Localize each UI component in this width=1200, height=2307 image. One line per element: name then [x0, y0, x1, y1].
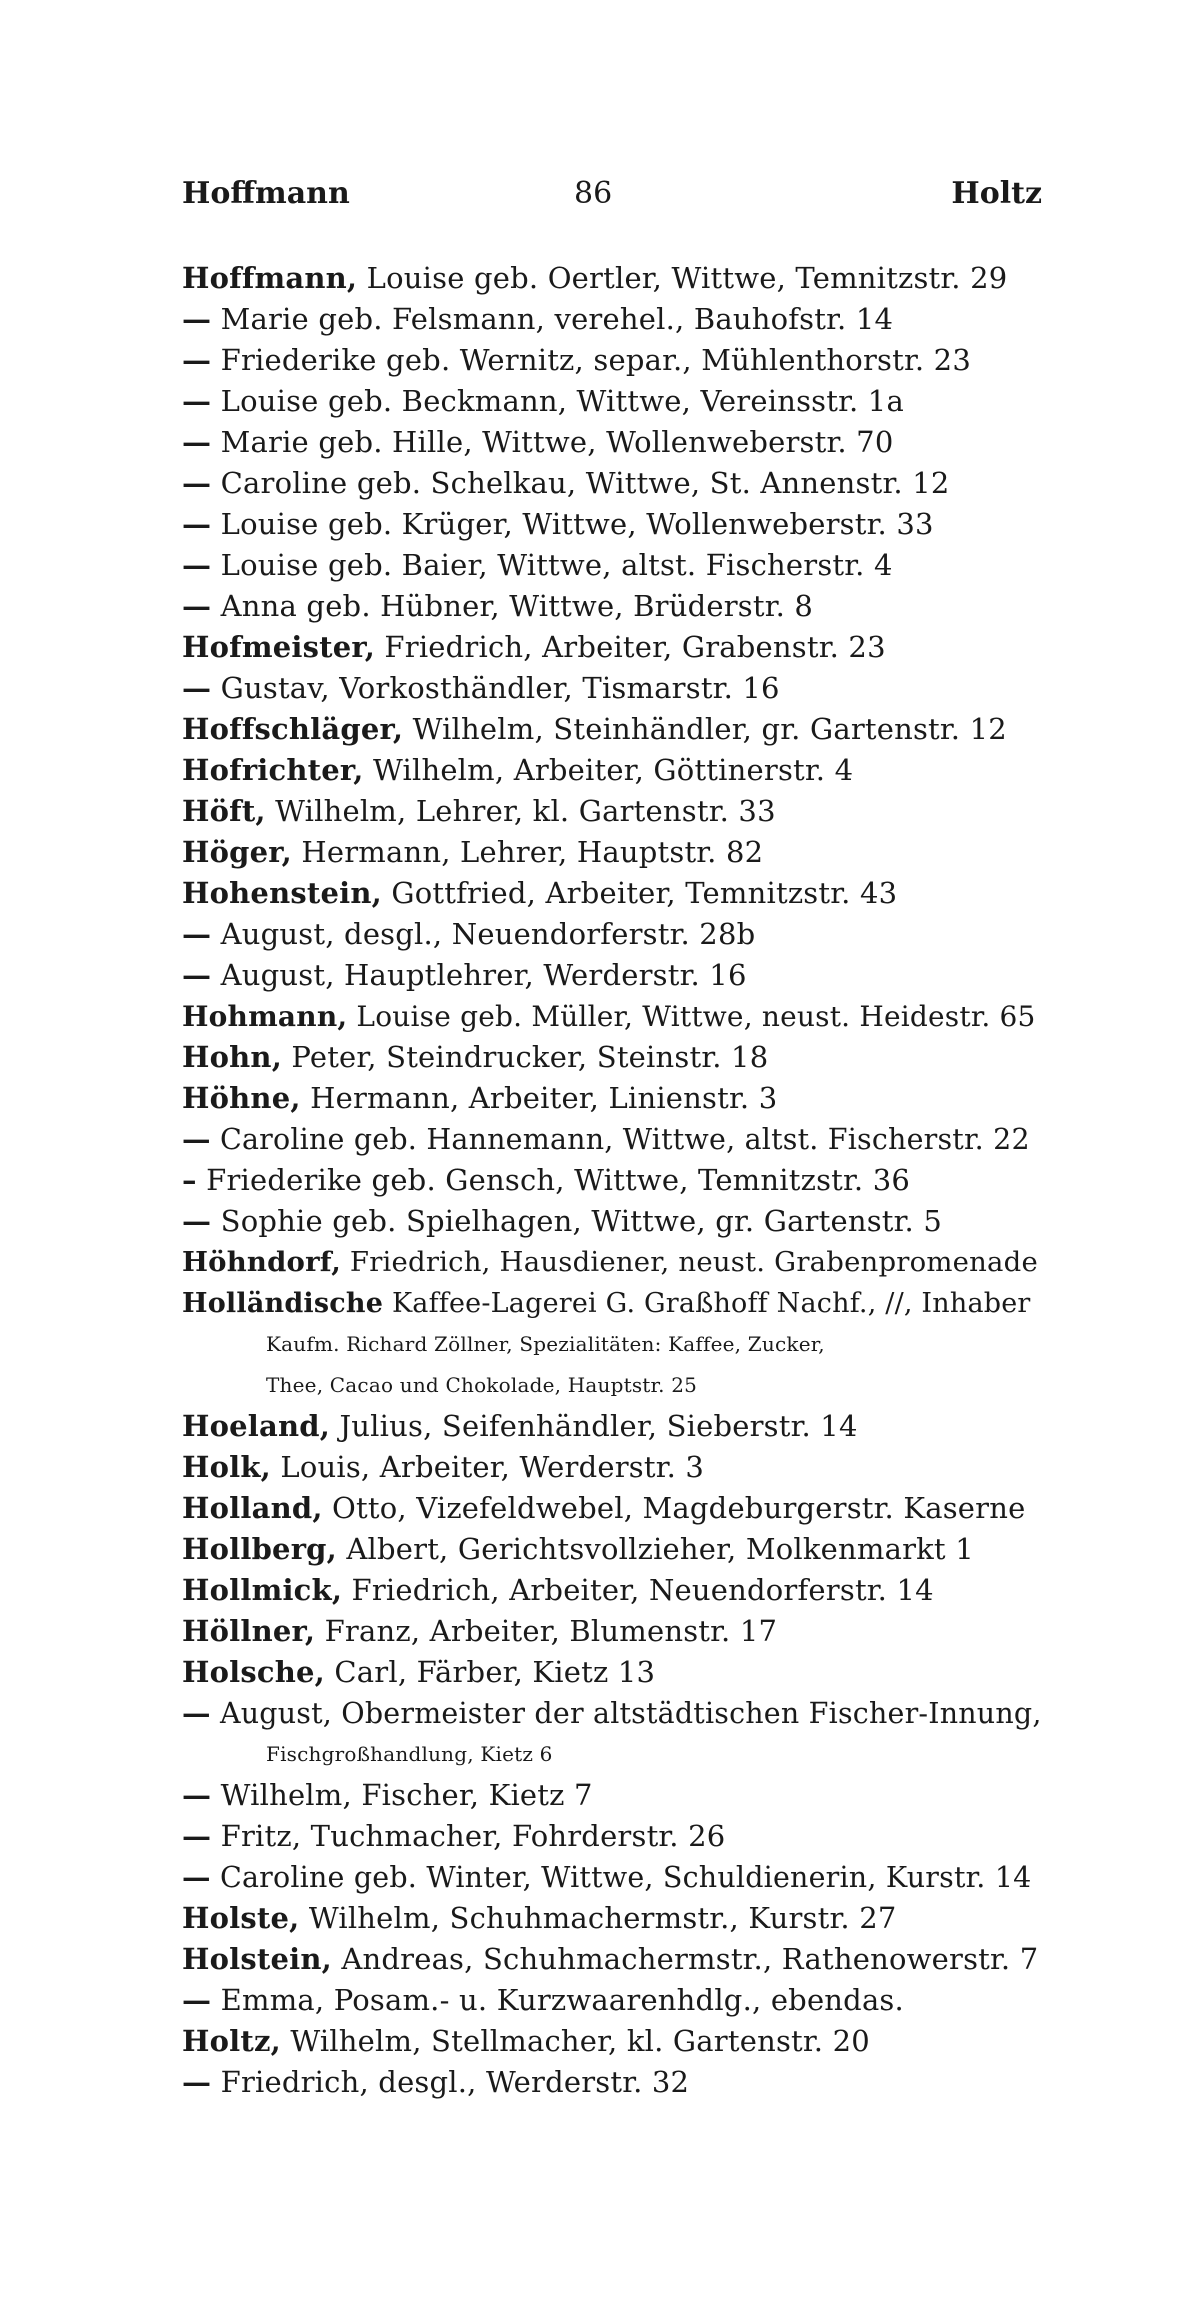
entry-details: Emma, Posam.- u. Kurzwaarenhdlg., ebendas.	[211, 1983, 904, 2017]
entry-details: August, desgl., Neuendorferstr. 28b	[211, 917, 756, 951]
entry-details: Wilhelm, Schuhmachermstr., Kurstr. 27	[299, 1901, 897, 1935]
entry-surname: —	[182, 384, 212, 418]
entry-surname: —	[182, 2065, 212, 2099]
entry-surname: Holste,	[182, 1901, 300, 1935]
entry-details: Louise geb. Müller, Wittwe, neust. Heidestr. 65	[347, 1000, 1036, 1033]
entry-surname: Holtz,	[182, 2024, 281, 2058]
entry-details: Peter, Steindrucker, Steinstr. 18	[282, 1040, 769, 1074]
entry-surname: —	[182, 1696, 211, 1730]
entry-surname: Hollmick,	[182, 1573, 343, 1607]
directory-entry	[182, 422, 1042, 463]
entry-details: Julius, Seifenhändler, Sieberstr. 14	[330, 1409, 858, 1443]
header-last-name: Holtz	[951, 176, 1042, 211]
entry-details: Thee, Cacao und Chokolade, Hauptstr. 25	[266, 1373, 698, 1397]
entry-details: Louise geb. Baier, Wittwe, altst. Fischerstr. 4	[211, 548, 893, 582]
directory-entry	[182, 627, 1042, 668]
entry-surname: Höger,	[182, 835, 292, 869]
entry-surname: Hollberg,	[182, 1532, 337, 1566]
directory-entry	[182, 996, 1042, 1037]
entry-details: Kaffee-Lagerei G. Graßhoff Nachf., //, Inhaber	[383, 1288, 1031, 1319]
directory-entry	[182, 832, 1042, 873]
entry-details: Andreas, Schuhmachermstr., Rathenowerstr. 7	[331, 1942, 1039, 1976]
directory-entry	[182, 586, 1042, 627]
directory-entry	[182, 381, 1042, 422]
entry-details: Wilhelm, Fischer, Kietz 7	[211, 1778, 593, 1812]
entry-surname: Holstein,	[182, 1942, 332, 1976]
directory-entry	[182, 258, 1042, 299]
directory-entry	[182, 2021, 1042, 2062]
directory-entry	[182, 1816, 1042, 1857]
entry-details: Albert, Gerichtsvollzieher, Molkenmarkt 1	[336, 1532, 974, 1566]
entry-details: Wilhelm, Steinhändler, gr. Gartenstr. 12	[403, 712, 1007, 746]
directory-entry	[182, 1939, 1042, 1980]
entry-details: Louise geb. Krüger, Wittwe, Wollenweberstr. 33	[211, 507, 934, 541]
directory-entry	[182, 1242, 1042, 1283]
entry-details: Louise geb. Oertler, Wittwe, Temnitzstr. 29	[357, 261, 1008, 295]
entry-surname: —	[182, 548, 212, 582]
directory-entry	[182, 545, 1042, 586]
entry-surname: Hofrichter,	[182, 753, 364, 787]
entry-details: Friedrich, Arbeiter, Grabenstr. 23	[375, 630, 886, 664]
entry-continuation-line	[182, 1324, 1042, 1365]
entry-details: August, Hauptlehrer, Werderstr. 16	[211, 958, 747, 992]
entry-details: Wilhelm, Arbeiter, Göttinerstr. 4	[363, 753, 854, 787]
entry-details: Anna geb. Hübner, Wittwe, Brüderstr. 8	[211, 589, 814, 623]
entry-surname: —	[182, 425, 212, 459]
entry-details: Friedrich, Arbeiter, Neuendorferstr. 14	[342, 1573, 934, 1607]
entry-details: Caroline geb. Schelkau, Wittwe, St. Annenstr. 12	[211, 466, 950, 500]
directory-entry	[182, 463, 1042, 504]
entry-continuation-line	[182, 1734, 1042, 1775]
entry-surname: Hohn,	[182, 1040, 283, 1074]
entry-details: Carl, Färber, Kietz 13	[324, 1655, 656, 1689]
page-header	[182, 176, 1042, 216]
entry-surname: —	[182, 302, 212, 336]
directory-entry	[182, 1283, 1042, 1324]
entry-surname: —	[182, 917, 212, 951]
directory-entry	[182, 1980, 1042, 2021]
entry-surname: Höhndorf,	[182, 1246, 341, 1278]
directory-entry	[182, 1652, 1042, 1693]
directory-entry	[182, 709, 1042, 750]
entry-details: Gustav, Vorkosthändler, Tismarstr. 16	[211, 671, 780, 705]
entry-surname: Hoeland,	[182, 1409, 331, 1443]
directory-entry	[182, 914, 1042, 955]
directory-entry	[182, 1529, 1042, 1570]
directory-entry	[182, 1160, 1042, 1201]
entry-surname: Holländische	[182, 1288, 384, 1319]
entry-surname: Holland,	[182, 1491, 323, 1525]
directory-entry	[182, 1037, 1042, 1078]
entry-surname: —	[182, 1204, 212, 1238]
directory-entry	[182, 1611, 1042, 1652]
entry-details: Franz, Arbeiter, Blumenstr. 17	[315, 1614, 778, 1648]
entry-surname: —	[182, 1983, 212, 2017]
entry-details: Gottfried, Arbeiter, Temnitzstr. 43	[381, 876, 898, 910]
entry-details: Friederike geb. Wernitz, separ., Mühlenthorstr. 23	[211, 343, 971, 377]
entry-surname: —	[182, 1122, 211, 1156]
entry-surname: Hohmann,	[182, 1000, 348, 1033]
directory-entry	[182, 1201, 1042, 1242]
directory-entry	[182, 1570, 1042, 1611]
entry-surname: —	[182, 958, 212, 992]
entry-details: August, Obermeister der altstädtischen Fischer-Innung,	[210, 1697, 1042, 1730]
header-first-name: Hoffmann	[182, 176, 350, 211]
directory-entry	[182, 1447, 1042, 1488]
entry-details: Friedrich, Hausdiener, neust. Grabenpromenade	[340, 1246, 1038, 1278]
directory-entry	[182, 340, 1042, 381]
directory-entry	[182, 668, 1042, 709]
directory-entry	[182, 791, 1042, 832]
entry-surname: —	[182, 1819, 212, 1853]
entry-surname: —	[182, 343, 212, 377]
entry-details: Louise geb. Beckmann, Wittwe, Vereinsstr. 1a	[211, 384, 904, 418]
entry-details: Fischgroßhandlung, Kietz 6	[266, 1742, 553, 1766]
entry-details: Wilhelm, Stellmacher, kl. Gartenstr. 20	[280, 2024, 870, 2058]
directory-entry	[182, 1693, 1042, 1734]
entry-surname: Holsche,	[182, 1655, 325, 1689]
entry-surname: Hohenstein,	[182, 876, 382, 910]
directory-entries	[182, 258, 1042, 2103]
directory-entry	[182, 299, 1042, 340]
directory-entry	[182, 1406, 1042, 1447]
entry-details: Friederike geb. Gensch, Wittwe, Temnitzstr. 36	[196, 1163, 911, 1197]
entry-details: Caroline geb. Winter, Wittwe, Schuldienerin, Kurstr. 14	[210, 1861, 1032, 1894]
directory-entry	[182, 955, 1042, 996]
directory-entry	[182, 2062, 1042, 2103]
entry-surname: Hoffschläger,	[182, 712, 404, 746]
entry-details: Wilhelm, Lehrer, kl. Gartenstr. 33	[265, 794, 776, 828]
entry-surname: Hofmeister,	[182, 630, 376, 664]
entry-details: Fritz, Tuchmacher, Fohrderstr. 26	[211, 1819, 726, 1853]
entry-surname: Höft,	[182, 794, 266, 828]
entry-surname: –	[182, 1163, 197, 1197]
entry-details: Marie geb. Hille, Wittwe, Wollenweberstr. 70	[211, 425, 894, 459]
directory-entry	[182, 750, 1042, 791]
entry-details: Sophie geb. Spielhagen, Wittwe, gr. Gartenstr. 5	[211, 1204, 943, 1238]
entry-details: Louis, Arbeiter, Werderstr. 3	[270, 1450, 705, 1484]
directory-entry	[182, 504, 1042, 545]
directory-entry	[182, 873, 1042, 914]
entry-surname: —	[182, 1778, 212, 1812]
entry-details: Marie geb. Felsmann, verehel., Bauhofstr. 14	[211, 302, 894, 336]
entry-details: Friedrich, desgl., Werderstr. 32	[211, 2065, 690, 2099]
entry-continuation-line	[182, 1365, 1042, 1406]
directory-entry	[182, 1857, 1042, 1898]
entry-surname: —	[182, 589, 212, 623]
page-number: 86	[574, 176, 613, 211]
entry-details: Kaufm. Richard Zöllner, Spezialitäten: Kaffee, Zucker,	[266, 1332, 825, 1356]
entry-surname: —	[182, 507, 212, 541]
directory-entry	[182, 1898, 1042, 1939]
directory-entry	[182, 1488, 1042, 1529]
entry-surname: Holk,	[182, 1450, 271, 1484]
entry-surname: Höhne,	[182, 1081, 301, 1115]
directory-entry	[182, 1078, 1042, 1119]
entry-surname: —	[182, 466, 212, 500]
entry-surname: —	[182, 671, 212, 705]
directory-entry	[182, 1775, 1042, 1816]
directory-entry	[182, 1119, 1042, 1160]
entry-details: Otto, Vizefeldwebel, Magdeburgerstr. Kaserne	[322, 1491, 1026, 1525]
entry-surname: Hoffmann,	[182, 261, 358, 295]
entry-details: Hermann, Arbeiter, Linienstr. 3	[300, 1081, 778, 1115]
entry-surname: Höllner,	[182, 1614, 316, 1648]
entry-surname: —	[182, 1860, 211, 1894]
entry-details: Caroline geb. Hannemann, Wittwe, altst. Fischerstr. 22	[210, 1123, 1030, 1156]
entry-details: Hermann, Lehrer, Hauptstr. 82	[291, 835, 764, 869]
